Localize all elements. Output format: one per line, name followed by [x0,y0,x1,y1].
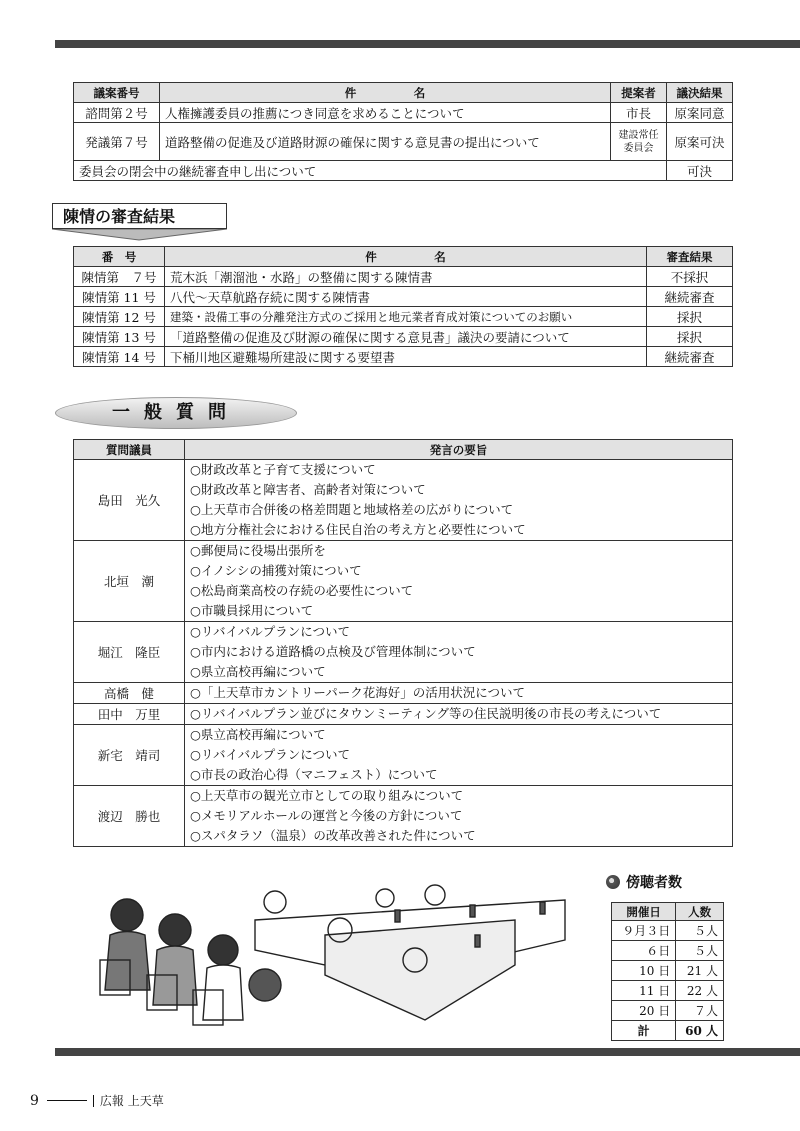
table-row: 陳情第 14 号 下桶川地区避難場所建設に関する要望書 継続審査 [74,347,733,367]
table-row: 陳情第 11 号 八代～天草航路存続に関する陳情書 継続審査 [74,287,733,307]
table-row: 堀江 隆臣 ○リバイバルプランについて ○市内における道路橋の点検及び管理体制について ○県立高校再編について [74,622,733,683]
table-row: ６日 ５人 [612,941,724,961]
petitions-table [73,246,733,367]
visitors-table [611,902,724,1041]
col-bill-result: 議決結果 [667,83,733,103]
table-row: 田中 万里 ○リバイバルプラン並びにタウンミーティング等の住民説明後の市長の考えについて [74,704,733,725]
col-summary: 発言の要旨 [185,440,733,460]
table-row: 陳情第 ７号 荒木浜「潮溜池・水路」の整備に関する陳情書 不採択 [74,267,733,287]
col-petition-result: 審査結果 [647,247,733,267]
col-petition-title: 件 名 [165,247,647,267]
table-row: 20 日 ７人 [612,1001,724,1021]
council-illustration [95,880,575,1030]
table-row: 委員会の閉会中の継続審査申し出について 可決 [74,161,733,181]
bills-table [73,82,733,181]
bullet-icon [606,875,620,889]
questions-section-title: 一般質問 [55,397,297,429]
table-row: 北垣 潮 ○郵便局に役場出張所を ○イノシシの捕獲対策について ○松島商業高校の存続の必要性について ○市職員採用について [74,541,733,622]
col-member: 質問議員 [74,440,185,460]
table-row: 諮問第２号 人権擁護委員の推薦につき同意を求めることについて 市長 原案同意 [74,103,733,123]
table-row: 陳情第 12 号 建築・設備工事の分離発注方式のご採用と地元業者育成対策についてのお願い 採択 [74,307,733,327]
publication-name: 広報 上天草 [99,1094,164,1108]
section-arrow-icon [52,229,227,241]
petitions-section-title: 陳情の審査結果 [52,203,227,229]
visitors-title: 傍聴者数 [606,872,682,892]
table-row: 発議第７号 道路整備の促進及び道路財源の確保に関する意見書の提出について 建設常任委員会 原案可決 [74,123,733,161]
table-row: 11 日 22 人 [612,981,724,1001]
col-petition-no: 番 号 [74,247,165,267]
table-row: 渡辺 勝也 ○上天草市の観光立市としての取り組みについて ○メモリアルホールの運営と今後の方針について ○スパタラソ（温泉）の改革改善された件について [74,786,733,847]
col-date: 開催日 [612,903,676,921]
table-row: 陳情第 13 号 「道路整備の促進及び財源の確保に関する意見書」議決の要請について 採択 [74,327,733,347]
table-row: ９月３日 ５人 [612,921,724,941]
col-bill-title: 件 名 [160,83,611,103]
bottom-bar [55,1048,800,1056]
footer [30,1092,164,1109]
col-bill-no: 議案番号 [74,83,160,103]
top-bar [55,40,800,48]
table-row: 島田 光久 ○財政改革と子育て支援について ○財政改革と障害者、高齢者対策について ○上天草市合併後の格差問題と地域格差の広がりについて ○地方分権社会における住民自治の考え方と必要性について [74,460,733,541]
col-proposer: 提案者 [611,83,667,103]
table-row: 高橋 健 ○「上天草市カントリーパーク花海好」の活用状況について [74,683,733,704]
table-row: 計 60 人 [612,1021,724,1041]
table-row: 10 日 21 人 [612,961,724,981]
questions-table [73,439,733,847]
col-count: 人数 [676,903,724,921]
table-row: 新宅 靖司 ○県立高校再編について ○リバイバルプランについて ○市長の政治心得（マニフェスト）について [74,725,733,786]
page-number: 9 [30,1092,39,1109]
